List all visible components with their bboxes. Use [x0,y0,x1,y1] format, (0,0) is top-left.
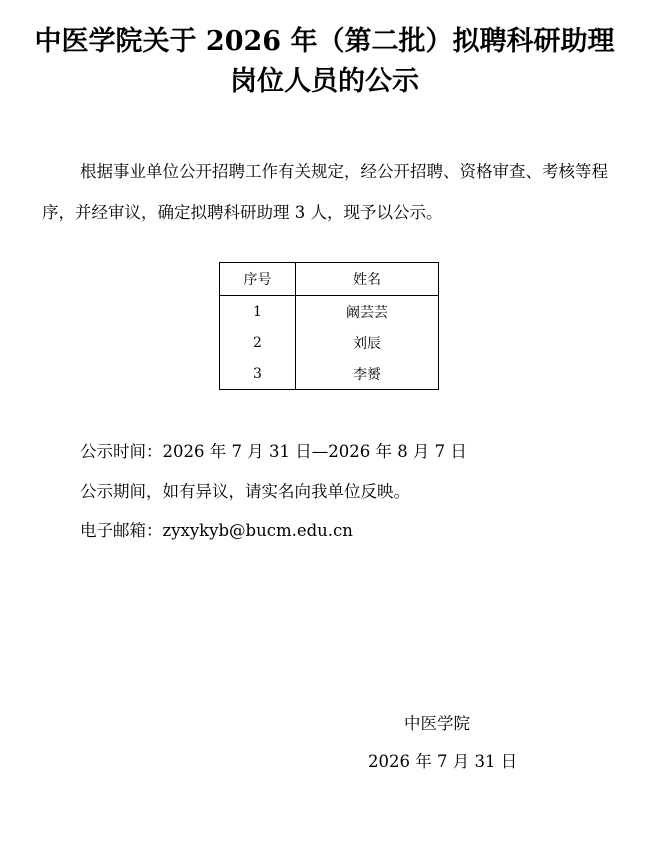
document-title-line-1: 中医学院关于 2026 年（第二批）拟聘科研助理 [34,26,615,57]
table-row [220,327,439,358]
row-number: 1 [220,296,296,328]
publicity-period: 公示时间：2026 年 7 月 31 日—2026 年 8 月 7 日 [80,442,467,461]
body-paragraph [42,151,627,233]
document-title-line-2: 岗位人员的公示 [230,66,419,97]
row-number: 3 [220,358,296,390]
column-header-name: 姓名 [296,263,439,296]
row-name: 李赟 [296,358,439,390]
body-paragraph-text: 根据事业单位公开招聘工作有关规定，经公开招聘、资格审查、考核等程序，并经审议，确定拟聘科研助理 3 人，现予以公示。 [42,162,608,222]
table-header-row [220,263,439,296]
table-row [220,358,439,390]
signature-date: 2026 年 7 月 31 日 [368,752,518,771]
objection-notice: 公示期间，如有异议，请实名向我单位反映。 [80,482,410,501]
candidate-table [219,262,439,390]
signature-organization: 中医学院 [404,714,470,733]
table-row [220,296,439,328]
column-header-number: 序号 [220,263,296,296]
row-name: 刘辰 [296,327,439,358]
row-number: 2 [220,327,296,358]
contact-email: 电子邮箱：zyxykyb@bucm.edu.cn [80,521,353,540]
row-name: 阚芸芸 [296,296,439,328]
